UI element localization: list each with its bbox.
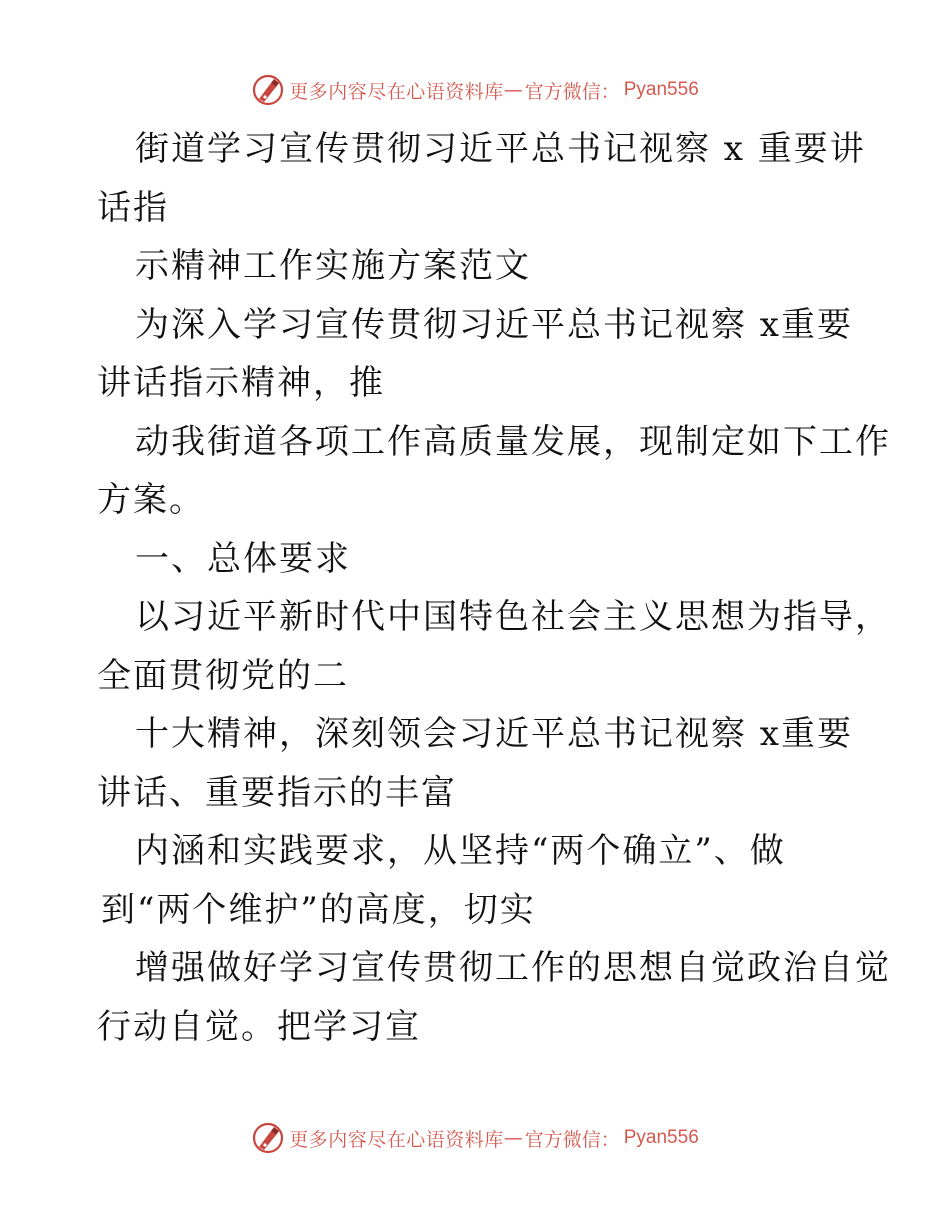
section-heading: 一、总体要求 — [135, 538, 351, 579]
banner-main-text: 更多内容尽在心语资料库 — [289, 1128, 504, 1151]
banner-main-text: 更多内容尽在心语资料库 — [289, 80, 504, 103]
paragraph-line: 内涵和实践要求，从坚持“两个确立”、做 — [135, 831, 786, 871]
footer-banner — [0, 1118, 950, 1158]
paragraph-line: 讲话、重要指示的丰富 — [97, 772, 457, 813]
banner-official-label: 官方微信： — [524, 80, 620, 103]
banner-separator: — — [503, 79, 523, 101]
banner-official-label: 官方微信： — [524, 1128, 620, 1151]
banner-account-id: Pyan556 — [623, 1127, 699, 1148]
paragraph-line: 为深入学习宣传贯彻习近平总书记视察 x重要 — [135, 304, 853, 345]
banner-account-id: Pyan556 — [623, 79, 699, 100]
paragraph-line: 到“两个维护”的高度，切实 — [101, 889, 536, 930]
paragraph-line: 讲话指示精神，推 — [97, 363, 385, 403]
paragraph-line: 方案。 — [97, 480, 205, 520]
paragraph-line: 以习近平新时代中国特色社会主义思想为指导， — [135, 597, 891, 637]
paragraph-line: 动我街道各项工作高质量发展，现制定如下工作 — [135, 421, 891, 462]
pen-logo-icon — [251, 73, 285, 107]
banner-separator: — — [503, 1127, 523, 1149]
title-line-3: 示精神工作实施方案范文 — [135, 246, 531, 286]
paragraph-line: 全面贯彻党的二 — [97, 655, 349, 696]
title-line-1: 街道学习宣传贯彻习近平总书记视察 x 重要讲 — [135, 129, 866, 169]
header-banner — [0, 70, 950, 110]
title-line-2: 话指 — [97, 187, 169, 228]
pen-logo-icon — [251, 1121, 285, 1155]
paragraph-line: 增强做好学习宣传贯彻工作的思想自觉政治自觉 — [135, 948, 891, 988]
paragraph-line: 行动自觉。把学习宣 — [97, 1006, 421, 1047]
document-body — [97, 120, 891, 1056]
paragraph-line: 十大精神，深刻领会习近平总书记视察 x重要 — [135, 714, 853, 754]
